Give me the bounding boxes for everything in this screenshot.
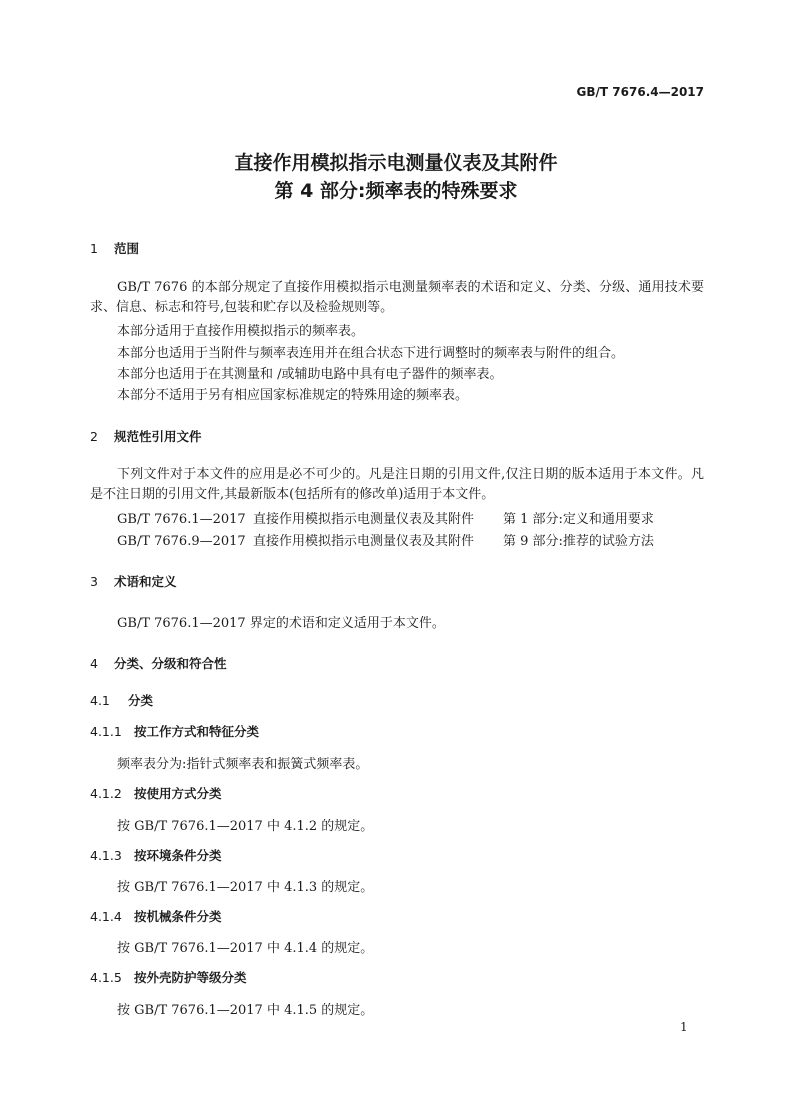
document-subtitle: 第 4 部分:频率表的特殊要求 [274,180,518,202]
paragraph: 按 GB/T 7676.1—2017 中 4.1.5 的规定。 [117,1003,374,1018]
paragraph: 按 GB/T 7676.1—2017 中 4.1.4 的规定。 [117,941,374,956]
paragraph: 频率表分为:指针式频率表和振簧式频率表。 [117,757,369,772]
section-number: 3 [90,574,98,589]
section-number: 4.1.5 [90,970,122,985]
standard-code: GB/T 7676.4—2017 [576,85,704,99]
section-title: 按外壳防护等级分类 [134,970,247,985]
section-number: 4.1.1 [90,724,122,739]
section-3-heading [90,572,177,590]
section-number: 4.1.2 [90,786,122,801]
subsection-4-1-heading [90,691,153,709]
section-number: 4 [90,656,98,671]
subsection-4-1-4-heading [90,907,222,925]
reference-part: 第 1 部分:定义和通用要求 [503,512,654,527]
section-title: 规范性引用文件 [114,429,202,444]
subsection-4-1-1-heading [90,722,259,740]
section-title: 按机械条件分类 [134,909,222,924]
document-title: 直接作用模拟指示电测量仪表及其附件 [234,152,558,174]
section-title: 分类 [128,693,154,708]
paragraph: GB/T 7676 的本部分规定了直接作用模拟指示电测量频率表的术语和定义、分类、分级、通用技术要求、信息、标志和符号,包装和贮存以及检验规则等。 [90,280,704,315]
reference-part: 第 9 部分:推荐的试验方法 [503,534,654,549]
reference-code: GB/T 7676.1—2017 [117,512,246,527]
section-number: 2 [90,429,98,444]
section-number: 4.1.4 [90,909,122,924]
paragraph: 下列文件对于本文件的应用是必不可少的。凡是注日期的引用文件,仅注日期的版本适用于本文件。凡是不注日期的引用文件,其最新版本(包括所有的修改单)适用于本文件。 [90,467,704,502]
section-1-heading [90,239,139,257]
section-title: 按使用方式分类 [134,786,222,801]
paragraph: 本部分适用于直接作用模拟指示的频率表。 [117,324,365,339]
section-4-heading [90,654,227,672]
paragraph: GB/T 7676.1—2017 界定的术语和定义适用于本文件。 [117,616,445,631]
reference-title: 直接作用模拟指示电测量仪表及其附件 [253,534,475,549]
reference-code: GB/T 7676.9—2017 [117,534,246,549]
section-number: 4.1 [90,693,110,708]
section-number: 4.1.3 [90,848,122,863]
section-title: 范围 [114,241,140,256]
section-title: 术语和定义 [114,574,177,589]
paragraph: 本部分也适用于在其测量和 /或辅助电路中具有电子器件的频率表。 [117,367,503,382]
paragraph: 按 GB/T 7676.1—2017 中 4.1.2 的规定。 [117,819,374,834]
subsection-4-1-2-heading [90,784,222,802]
reference-title: 直接作用模拟指示电测量仪表及其附件 [253,512,475,527]
section-title: 分类、分级和符合性 [114,656,227,671]
reference-item [117,530,654,549]
reference-item [117,508,654,527]
section-title: 按工作方式和特征分类 [134,724,260,739]
paragraph: 本部分不适用于另有相应国家标准规定的特殊用途的频率表。 [117,388,469,403]
section-2-heading [90,427,202,445]
paragraph: 按 GB/T 7676.1—2017 中 4.1.3 的规定。 [117,880,374,895]
paragraph: 本部分也适用于当附件与频率表连用并在组合状态下进行调整时的频率表与附件的组合。 [117,346,625,361]
section-number: 1 [90,241,98,256]
subsection-4-1-3-heading [90,846,222,864]
subsection-4-1-5-heading [90,968,247,986]
page-number: 1 [680,1020,688,1034]
section-title: 按环境条件分类 [134,848,222,863]
